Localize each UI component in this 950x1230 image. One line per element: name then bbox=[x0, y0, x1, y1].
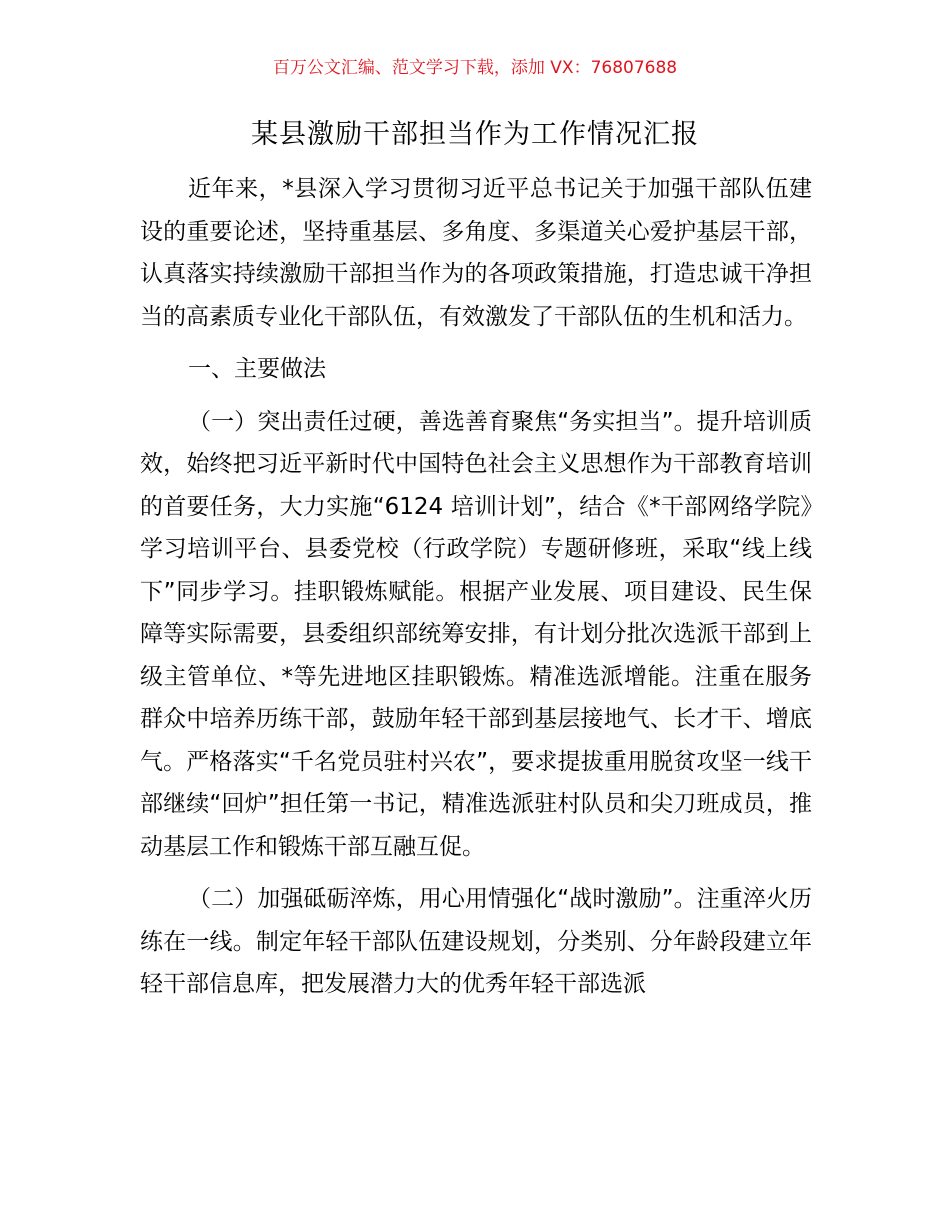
document-body bbox=[140, 168, 812, 1006]
paragraph-intro: 近年来，*县深入学习贯彻习近平总书记关于加强干部队伍建设的重要论述，坚持重基层、多角度、多渠道关心爱护基层干部，认真落实持续激励干部担当作为的各项政策措施，打造忠诚干净担当的高素质专业化干部队伍，有效激发了干部队伍的生机和活力。 bbox=[140, 176, 812, 330]
section-heading: 一、主要做法 bbox=[188, 356, 326, 382]
header-banner: 百万公文汇编、范文学习下载，添加 VX：76807688 bbox=[272, 58, 678, 78]
document-title: 某县激励干部担当作为工作情况汇报 bbox=[251, 119, 699, 150]
paragraph-section-2: （二）加强砥砺淬炼，用心用情强化“战时激励”。注重淬火历练在一线。制定年轻干部队伍建设规划，分类别、分年龄段建立年轻干部信息库，把发展潜力大的优秀年轻干部选派 bbox=[140, 886, 812, 997]
paragraph-section-1: （一）突出责任过硬，善选善育聚焦“务实担当”。提升培训质效，始终把习近平新时代中国特色社会主义思想作为干部教育培训的首要任务，大力实施“6124 培训计划”，结合《*干部网络学院》学习培训平台、县委党校（行政学院）专题研修班，采取“线上线下”同步学习。挂职锻炼赋能。根据产业发展、项目建设、民生保障等实际需要，县委组织部统筹安排，有计划分批次选派干部到上级主管单位、*等先进地区挂职锻炼。精准选派增能。注重在服务群众中培养历练干部，鼓励年轻干部到基层接地气、长才干、增底气。严格落实“千名党员驻村兴农”，要求提拔重用脱贫攻坚一线干部继续“回炉”担任第一书记，精准选派驻村队员和尖刀班成员，推动基层工作和锻炼干部互融互促。 bbox=[140, 408, 812, 860]
